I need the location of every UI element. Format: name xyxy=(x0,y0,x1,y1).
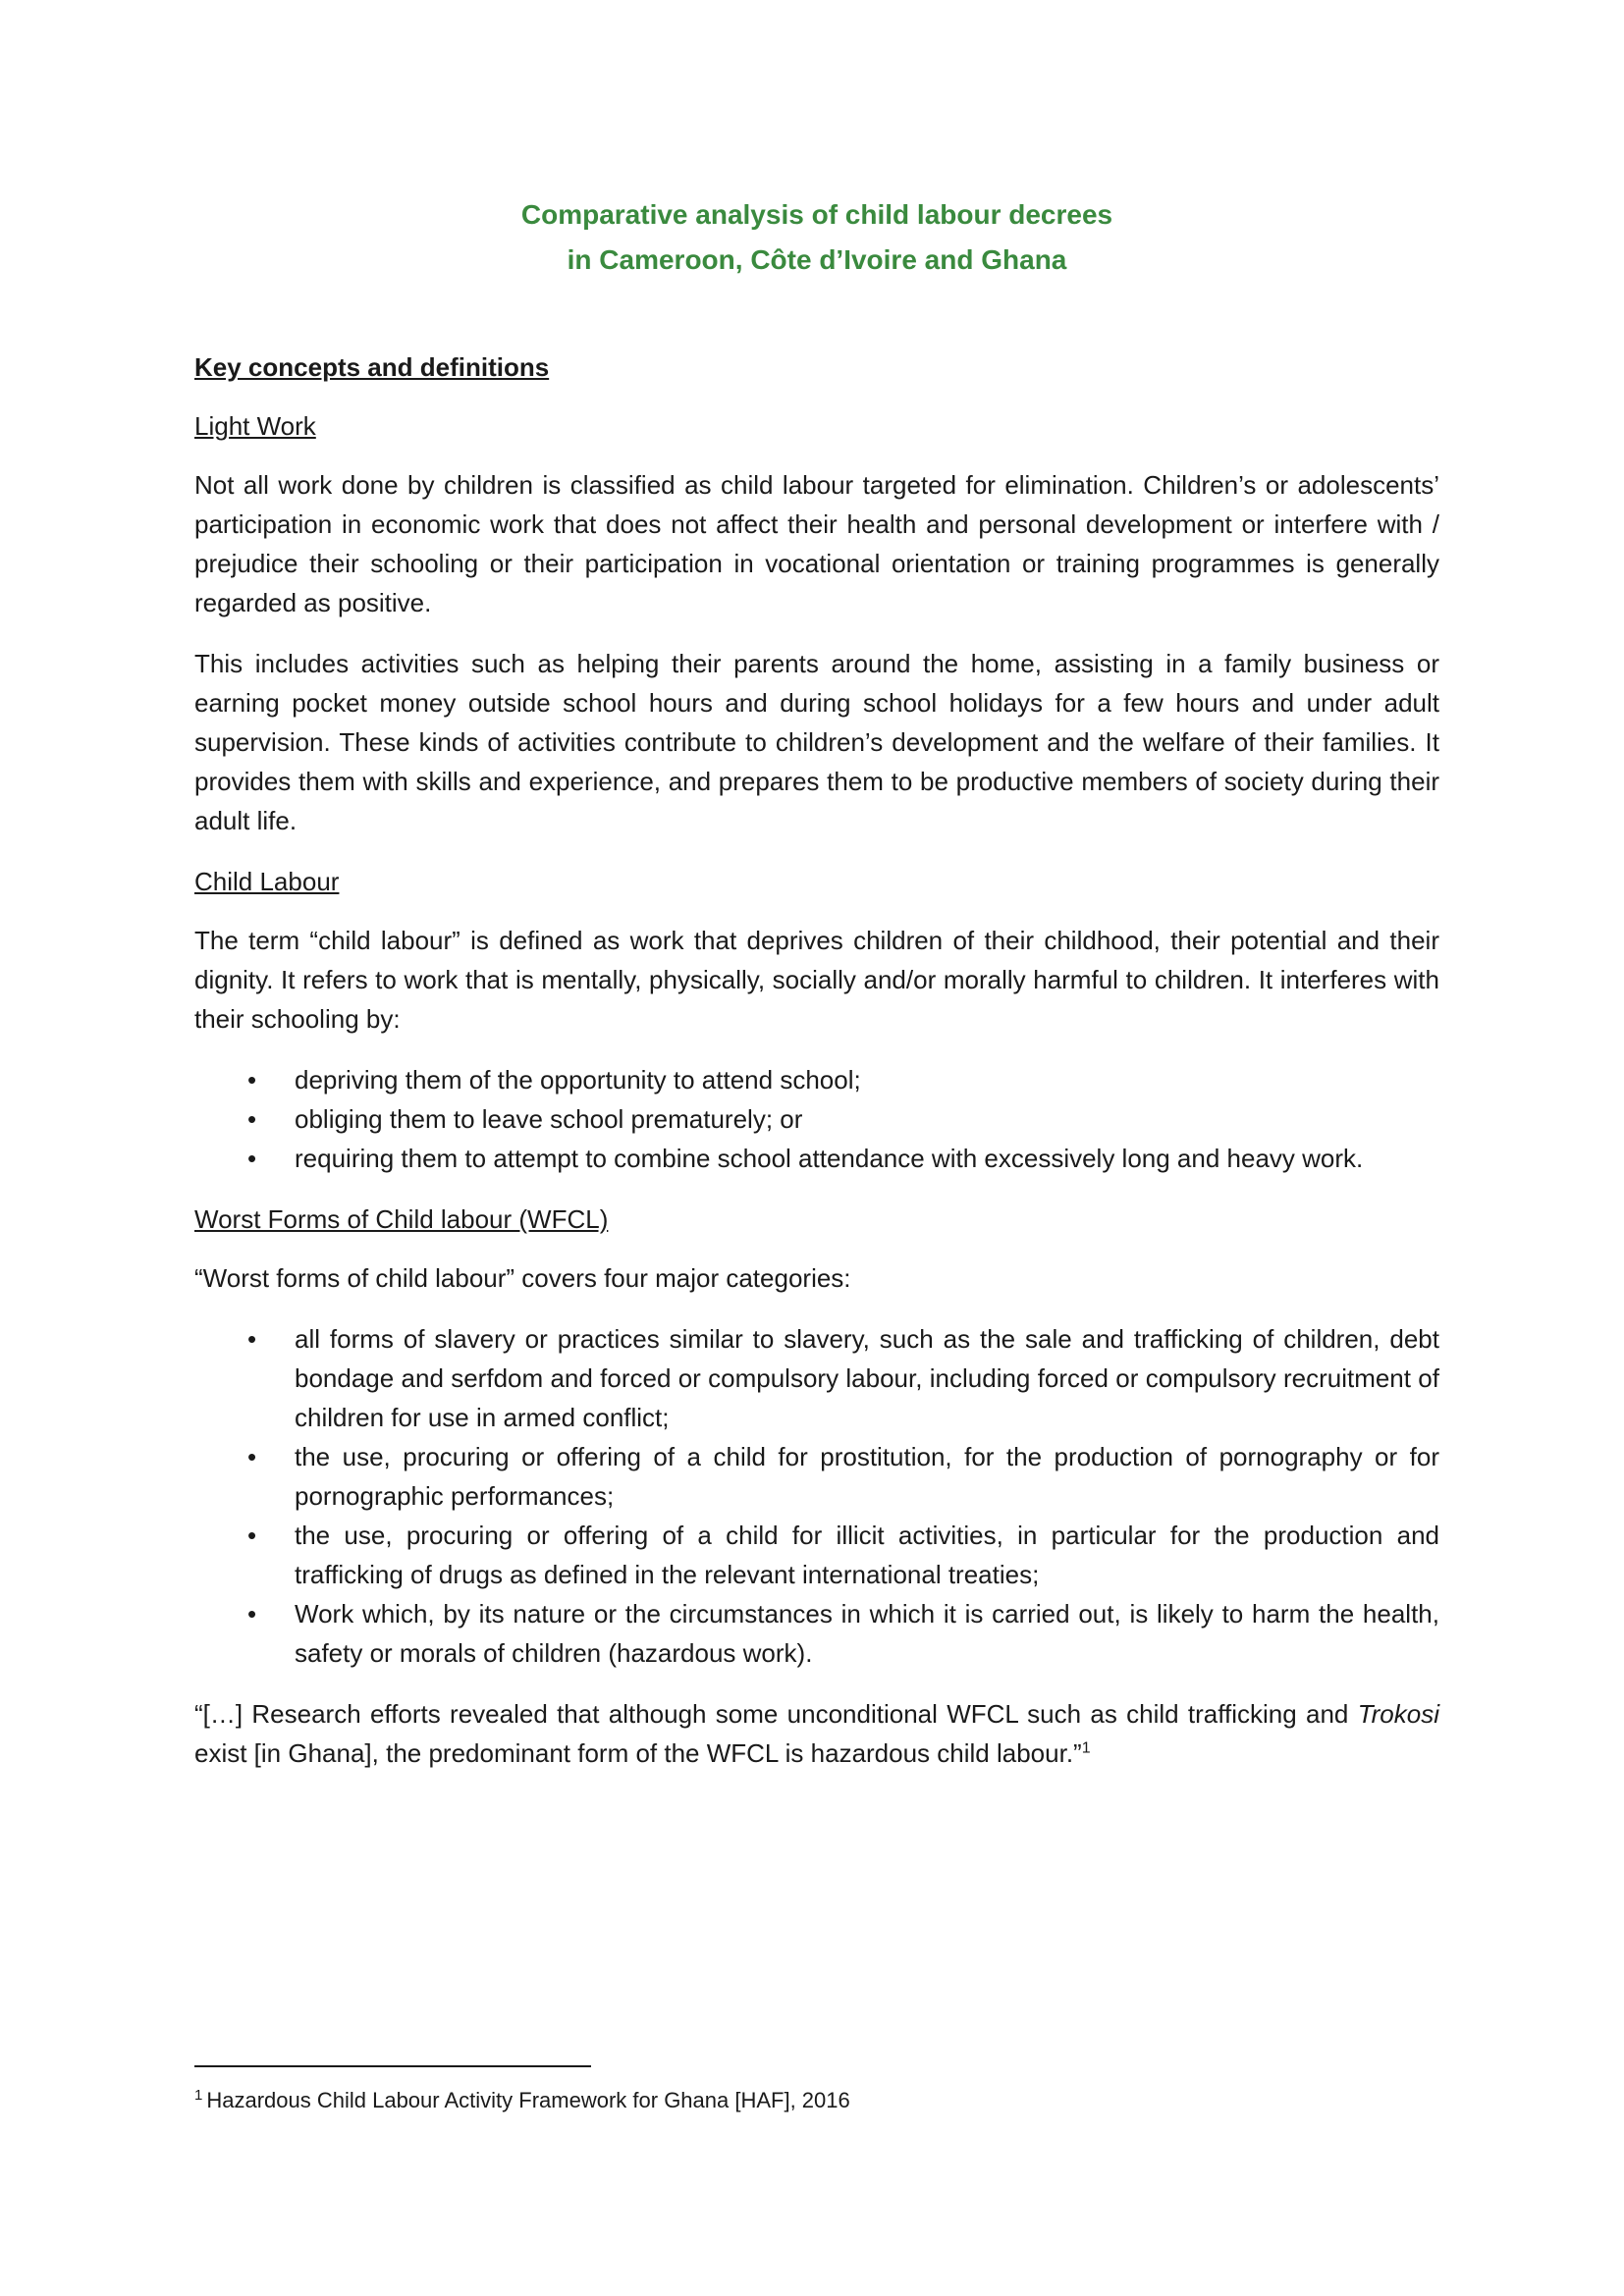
research-quote xyxy=(194,1694,1439,1773)
bullet-icon: • xyxy=(247,1442,257,1471)
bullet-icon: • xyxy=(247,1324,257,1354)
subheading-wfcl: Worst Forms of Child labour (WFCL) xyxy=(194,1204,609,1234)
footnote-reference[interactable]: 1 xyxy=(1081,1739,1091,1757)
footnote-separator xyxy=(194,2065,591,2067)
subheading-child-labour: Child Labour xyxy=(194,867,340,896)
list-item-text: requiring them to attempt to combine school attendance with excessively long and heavy work. xyxy=(295,1144,1364,1173)
bullet-icon: • xyxy=(247,1521,257,1550)
child-labour-bullet-list xyxy=(194,1060,1439,1178)
list-item-text: Work which, by its nature or the circumstances in which it is carried out, is likely to harm the health, safety or morals of children (hazardous work). xyxy=(295,1599,1439,1668)
bullet-icon: • xyxy=(247,1144,257,1173)
list-item xyxy=(194,1060,1439,1099)
list-item xyxy=(194,1594,1439,1673)
wfcl-bullet-list xyxy=(194,1319,1439,1673)
child-labour-paragraph: The term “child labour” is defined as work that deprives children of their childhood, their potential and their dignity. It refers to work that is mentally, physically, socially and/or morally harmful to children. It interferes with their schooling by: xyxy=(194,926,1439,1034)
title-line-1: Comparative analysis of child labour decrees xyxy=(520,199,1113,230)
light-work-paragraph-1: Not all work done by children is classified as child labour targeted for elimination. Children’s or adolescents’ participation in economic work that does not affect their health and personal development or interfere with / prejudice their schooling or their participation in vocational orientation or training programmes is generally regarded as positive. xyxy=(194,470,1439,617)
list-item-text: all forms of slavery or practices similar to slavery, such as the sale and trafficking of children, debt bondage and serfdom and forced or compulsory labour, including forced or compulsory recruitment of children for use in armed conflict; xyxy=(295,1324,1439,1432)
footnote-text: Hazardous Child Labour Activity Framework for Ghana [HAF], 2016 xyxy=(206,2088,850,2112)
list-item xyxy=(194,1139,1439,1178)
subheading-light-work: Light Work xyxy=(194,411,316,441)
document-body xyxy=(194,192,1439,1773)
bullet-icon: • xyxy=(247,1065,257,1095)
quote-italic-term: Trokosi xyxy=(1357,1699,1439,1729)
bullet-icon: • xyxy=(247,1104,257,1134)
wfcl-paragraph: “Worst forms of child labour” covers four major categories: xyxy=(194,1263,851,1293)
quote-text-part-1: “[…] Research efforts revealed that although some unconditional WFCL such as child trafficking and xyxy=(194,1699,1358,1729)
light-work-paragraph-2: This includes activities such as helping their parents around the home, assisting in a family business or earning pocket money outside school hours and during school holidays for a few hours and under adult supervision. These kinds of activities contribute to children’s development and the welfare of their families. It provides them with skills and experience, and prepares them to be productive members of society during their adult life. xyxy=(194,649,1439,835)
list-item-text: the use, procuring or offering of a child for illicit activities, in particular for the production and trafficking of drugs as defined in the relevant international treaties; xyxy=(295,1521,1439,1589)
document-title xyxy=(194,192,1439,283)
bullet-icon: • xyxy=(247,1599,257,1629)
list-item xyxy=(194,1437,1439,1516)
section-heading-key-concepts: Key concepts and definitions xyxy=(194,352,550,382)
list-item-text: obliging them to leave school prematurely; or xyxy=(295,1104,803,1134)
quote-text-part-2: exist [in Ghana], the predominant form of the WFCL is hazardous child labour.” xyxy=(194,1738,1082,1768)
title-line-2: in Cameroon, Côte d’Ivoire and Ghana xyxy=(567,244,1067,275)
list-item xyxy=(194,1319,1439,1437)
list-item xyxy=(194,1099,1439,1139)
footnote xyxy=(194,2085,850,2116)
list-item-text: depriving them of the opportunity to attend school; xyxy=(295,1065,861,1095)
list-item xyxy=(194,1516,1439,1594)
list-item-text: the use, procuring or offering of a child for prostitution, for the production of pornography or for pornographic performances; xyxy=(295,1442,1439,1511)
footnote-number: 1 xyxy=(194,2086,203,2104)
